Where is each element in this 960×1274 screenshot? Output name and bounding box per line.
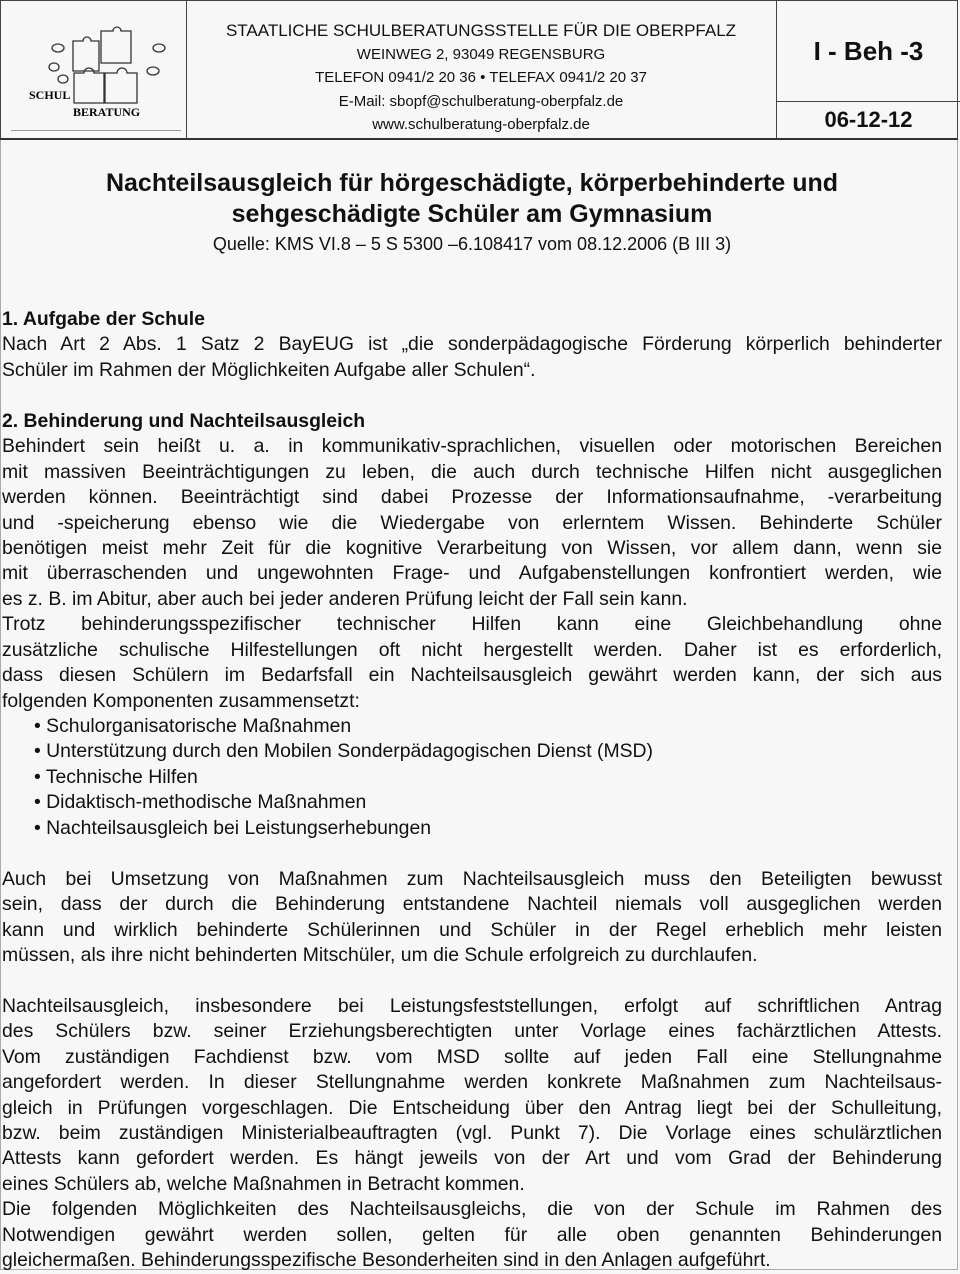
paragraph-line: folgenden Komponenten zusammensetzt:	[2, 689, 360, 712]
paragraph-line: es z. B. im Abitur, aber auch bei jeder anderen Prüfung leicht der Fall sein kann.	[2, 587, 688, 610]
puzzle-logo-icon	[1, 1, 186, 139]
svg-text:SCHUL: SCHUL	[29, 88, 71, 102]
street: WEINWEG 2, 93049 REGENSBURG	[356, 45, 606, 63]
paragraph-line: dass diesen Schülern im Bedarfsfall ein Nachteilsausgleich gewährt werden kann, der sich aus	[2, 664, 942, 687]
paragraph-line: Behindert sein heißt u. a. in kommunikativ-sprachlichen, visuellen oder motorischen Bereichen	[2, 435, 942, 458]
bullet-item: • Didaktisch-methodische Maßnahmen	[34, 791, 367, 814]
paragraph-line: kann und wirklich behinderte Schülerinnen und Schüler in der Regel erheblich mehr leisten	[2, 918, 942, 941]
logo-rule	[11, 130, 181, 131]
paragraph-line: Trotz behinderungsspezifischer technischer Hilfen kann eine Gleichbehandlung ohne	[2, 613, 942, 636]
document-date: 06-12-12	[776, 101, 960, 139]
paragraph-line: gleichermaßen. Behinderungsspezifische Besonderheiten sind in den Anlagen aufgeführt.	[2, 1249, 771, 1272]
paragraph-line: Nach Art 2 Abs. 1 Satz 2 BayEUG ist „die sonderpädagogische Förderung körperlich behinderter	[2, 333, 942, 356]
paragraph-line: Nachteilsausgleich, insbesondere bei Leistungsfeststellungen, erfolgt auf schriftlichen Antrag	[2, 994, 942, 1017]
paragraph-line: müssen, als ihre nicht behinderten Mitschüler, um die Schule erfolgreich zu durchlaufen.	[2, 943, 758, 966]
website[interactable]: www.schulberatung-oberpfalz.de	[372, 116, 590, 133]
paragraph-line: des Schülers bzw. seiner Erziehungsberechtigten unter Vorlage eines fachärztlichen Attests.	[2, 1020, 942, 1043]
spacer	[2, 383, 942, 408]
paragraph-line: sein, dass der durch die Behinderung entstandene Nachteil niemals voll ausgeglichen werden	[2, 893, 942, 916]
org-name: STAATLICHE SCHULBERATUNGSSTELLE FÜR DIE OBERPFALZ	[225, 21, 737, 40]
letterhead	[0, 0, 958, 140]
bullet-item: • Nachteilsausgleich bei Leistungserhebungen	[34, 816, 432, 839]
paragraph-line: Notwendigen gewährt werden sollen, gelten für alle oben genannten Behinderungen	[2, 1223, 942, 1246]
spacer	[2, 841, 942, 866]
document-code: I - Beh -3	[776, 1, 960, 102]
bullet-item: • Technische Hilfen	[34, 765, 198, 788]
paragraph-line: Vom zuständigen Fachdienst bzw. vom MSD sollte auf jeden Fall eine Stellungnahme	[2, 1045, 942, 1068]
bullet-item: • Unterstützung durch den Mobilen Sonderpädagogischen Dienst (MSD)	[34, 740, 654, 763]
paragraph-line: bzw. beim zuständigen Ministerialbeauftragten (vgl. Punkt 7). Die Vorlage eines schulärztlichen	[2, 1122, 942, 1144]
title-line-1: Nachteilsausgleich für hörgeschädigte, körperbehinderte und	[105, 169, 839, 197]
paragraph-line: werden können. Beeinträchtigt sind dabei Prozesse der Informationsaufnahme, -verarbeitung	[2, 486, 942, 509]
section-heading: 1. Aufgabe der Schule	[2, 308, 205, 330]
document-body	[2, 307, 942, 1274]
section-heading: 2. Behinderung und Nachteilsausgleich	[2, 409, 366, 432]
paragraph-line: eines Schülers ab, welche Maßnahmen in Betracht kommen.	[2, 1172, 525, 1195]
paragraph-line: gleich in Prüfungen vorgeschlagen. Die Entscheidung über den Antrag liegt bei der Schulleitung,	[2, 1096, 942, 1119]
paragraph-line: angefordert werden. In dieser Stellungnahme werden konkrete Maßnahmen zum Nachteilsaus-	[2, 1071, 942, 1094]
svg-text:BERATUNG: BERATUNG	[73, 105, 141, 119]
paragraph-line: Die folgenden Möglichkeiten des Nachteilsausgleichs, die von der Schule im Rahmen des	[2, 1198, 942, 1221]
phone: TELEFON 0941/2 20 36 • TELEFAX 0941/2 20 37	[315, 69, 647, 86]
paragraph-line: mit massiven Beeinträchtigungen zu leben, die auch durch technische Hilfen nicht ausgeglichen	[2, 460, 942, 483]
source-reference: Quelle: KMS VI.8 – 5 S 5300 –6.108417 vom 08.12.2006 (B III 3)	[212, 234, 732, 254]
title-line-2: sehgeschädigte Schüler am Gymnasium	[231, 200, 713, 228]
paragraph-line: benötigen meist mehr Zeit für die kognitive Verarbeitung von Wissen, vor allem dann, wenn sie	[2, 536, 942, 559]
paragraph-line: Attests kann gefordert werden. Es hängt jeweils von der Art und vom Grad der Behinderung	[2, 1147, 942, 1170]
address-block	[186, 1, 776, 139]
bullet-item: • Schulorganisatorische Maßnahmen	[34, 715, 352, 737]
paragraph-line: zusätzliche schulische Hilfestellungen oft nicht hergestellt werden. Daher ist es erforderlich,	[2, 638, 942, 661]
paragraph-line: und -speicherung ebenso wie die Wiedergabe von erlerntem Wissen. Behinderte Schüler	[2, 511, 942, 534]
paragraph-line: Auch bei Umsetzung von Maßnahmen zum Nachteilsausgleich muss den Beteiligten bewusst	[2, 867, 942, 890]
paragraph-line: Schüler im Rahmen der Möglichkeiten Aufgabe aller Schulen“.	[2, 358, 536, 381]
spacer	[2, 968, 942, 993]
logo	[1, 1, 187, 139]
email[interactable]: E-Mail: sbopf@schulberatung-oberpfalz.de	[338, 92, 624, 110]
paragraph-line: mit überraschenden und ungewohnten Frage- und Aufgabenstellungen konfrontiert werden, wie	[2, 562, 942, 585]
